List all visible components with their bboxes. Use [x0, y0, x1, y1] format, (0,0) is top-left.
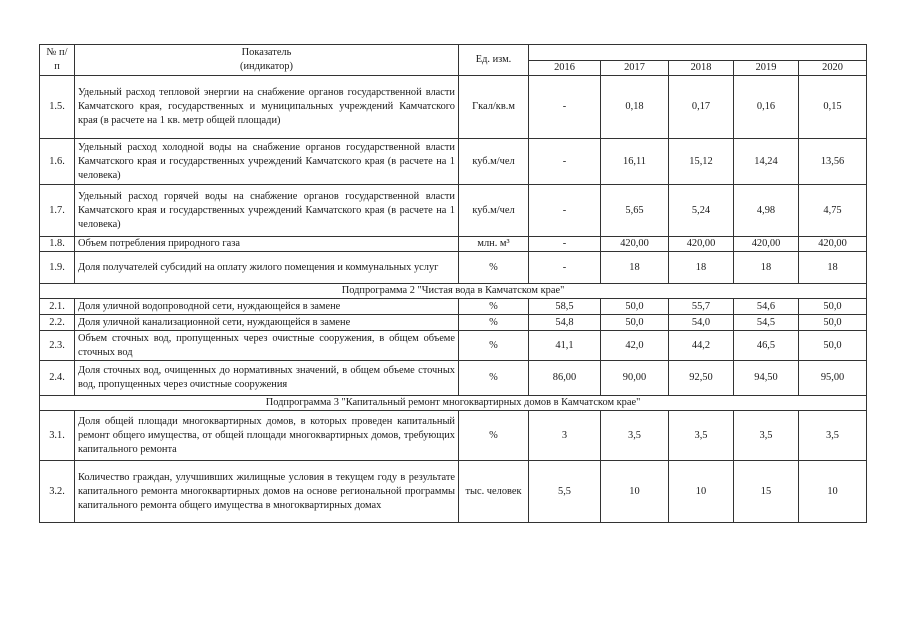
value-cell: 0,17: [669, 76, 734, 139]
row-number: 1.6.: [40, 139, 75, 185]
value-cell: 16,11: [601, 139, 669, 185]
table-row: [40, 315, 867, 331]
indicator-text: Удельный расход холодной воды на снабжение органов государственной власти Камчатского края и государственных учреждений Камчатского края (в расчете на 1 человека): [75, 139, 459, 185]
subprogram-2-title: Подпрограмма 2 "Чистая вода в Камчатском крае": [40, 284, 867, 299]
header-num-label: № п/п: [46, 47, 68, 72]
subprogram-3-title: Подпрограмма 3 "Капитальный ремонт многоквартирных домов в Камчатском крае": [40, 396, 867, 411]
table-row: [40, 361, 867, 396]
table-row: [40, 76, 867, 139]
value-cell: 10: [669, 461, 734, 523]
value-cell: 13,56: [799, 139, 867, 185]
value-cell: 54,0: [669, 315, 734, 331]
value-cell: 15,12: [669, 139, 734, 185]
indicator-text: Доля получателей субсидий на оплату жилого помещения и коммунальных услуг: [75, 252, 459, 284]
indicator-text: Объем потребления природного газа: [75, 237, 459, 252]
year-cell: 2019: [734, 61, 799, 76]
value-cell: 86,00: [529, 361, 601, 396]
value-cell: 10: [601, 461, 669, 523]
row-number: 3.1.: [40, 411, 75, 461]
value-cell: 50,0: [601, 315, 669, 331]
value-cell: -: [529, 252, 601, 284]
table-row: [40, 299, 867, 315]
value-cell: -: [529, 76, 601, 139]
value-cell: 4,75: [799, 185, 867, 237]
unit-cell: %: [459, 331, 529, 361]
year-cell: 2017: [601, 61, 669, 76]
value-cell: 420,00: [734, 237, 799, 252]
value-cell: 50,0: [601, 299, 669, 315]
indicator-text: Объем сточных вод, пропущенных через очистные сооружения, в общем объеме сточных вод: [75, 331, 459, 361]
value-cell: 0,18: [601, 76, 669, 139]
row-number: 3.2.: [40, 461, 75, 523]
unit-cell: млн. м³: [459, 237, 529, 252]
unit-cell: %: [459, 361, 529, 396]
unit-cell: %: [459, 315, 529, 331]
value-cell: 18: [669, 252, 734, 284]
row-number: 2.2.: [40, 315, 75, 331]
value-cell: 44,2: [669, 331, 734, 361]
value-cell: 18: [734, 252, 799, 284]
unit-cell: Гкал/кв.м: [459, 76, 529, 139]
header-indicator: [75, 45, 459, 76]
value-cell: 50,0: [799, 299, 867, 315]
subprogram-row: [40, 284, 867, 299]
indicator-table: [39, 44, 867, 523]
row-number: 1.8.: [40, 237, 75, 252]
value-cell: 42,0: [601, 331, 669, 361]
row-number: 2.1.: [40, 299, 75, 315]
value-cell: 54,6: [734, 299, 799, 315]
unit-cell: куб.м/чел: [459, 185, 529, 237]
value-cell: 18: [601, 252, 669, 284]
year-cell: 2020: [799, 61, 867, 76]
year-cell: 2018: [669, 61, 734, 76]
table-row: [40, 252, 867, 284]
value-cell: 92,50: [669, 361, 734, 396]
unit-cell: %: [459, 299, 529, 315]
value-cell: 5,24: [669, 185, 734, 237]
row-number: 2.4.: [40, 361, 75, 396]
value-cell: 420,00: [601, 237, 669, 252]
value-cell: 5,5: [529, 461, 601, 523]
row-number: 1.5.: [40, 76, 75, 139]
value-cell: 18: [799, 252, 867, 284]
value-cell: 55,7: [669, 299, 734, 315]
value-cell: 54,5: [734, 315, 799, 331]
unit-cell: тыс. человек: [459, 461, 529, 523]
indicator-text: Доля уличной водопроводной сети, нуждающейся в замене: [75, 299, 459, 315]
value-cell: 50,0: [799, 331, 867, 361]
value-cell: 3,5: [601, 411, 669, 461]
value-cell: 94,50: [734, 361, 799, 396]
value-cell: -: [529, 185, 601, 237]
value-cell: 90,00: [601, 361, 669, 396]
table-row: [40, 331, 867, 361]
value-cell: 95,00: [799, 361, 867, 396]
header-num: [40, 45, 75, 76]
value-cell: 420,00: [669, 237, 734, 252]
value-cell: 3,5: [799, 411, 867, 461]
value-cell: 3,5: [669, 411, 734, 461]
table-row: [40, 185, 867, 237]
table-row: [40, 411, 867, 461]
year-cell: 2016: [529, 61, 601, 76]
indicator-text: Количество граждан, улучшивших жилищные условия в текущем году в результате капитального ремонта многоквартирных домов на основе региональной программы капитального ремонта общего имущества в многоквартирных домах: [75, 461, 459, 523]
indicator-text: Доля сточных вод, очищенных до нормативных значений, в общем объеме сточных вод, пропущенных через очистные сооружения: [75, 361, 459, 396]
indicator-text: Удельный расход тепловой энергии на снабжение органов государственной власти Камчатского края, государственных и муниципальных учреждений Камчатского края (в расчете на 1 кв. метр общей площади): [75, 76, 459, 139]
value-cell: 15: [734, 461, 799, 523]
table-row: [40, 461, 867, 523]
row-number: 1.7.: [40, 185, 75, 237]
value-cell: -: [529, 237, 601, 252]
value-cell: 46,5: [734, 331, 799, 361]
header-row: [40, 45, 867, 61]
unit-cell: %: [459, 252, 529, 284]
value-cell: 5,65: [601, 185, 669, 237]
unit-cell: %: [459, 411, 529, 461]
value-cell: -: [529, 139, 601, 185]
value-cell: 4,98: [734, 185, 799, 237]
value-cell: 41,1: [529, 331, 601, 361]
header-indicator-line1: Показатель: [241, 47, 292, 58]
subprogram-row: [40, 396, 867, 411]
value-cell: 50,0: [799, 315, 867, 331]
value-cell: 3: [529, 411, 601, 461]
row-number: 1.9.: [40, 252, 75, 284]
value-cell: 58,5: [529, 299, 601, 315]
value-cell: 14,24: [734, 139, 799, 185]
table-row: [40, 237, 867, 252]
unit-cell: куб.м/чел: [459, 139, 529, 185]
value-cell: 54,8: [529, 315, 601, 331]
indicator-text: Доля уличной канализационной сети, нуждающейся в замене: [75, 315, 459, 331]
value-cell: 420,00: [799, 237, 867, 252]
header-indicator-line2: (индикатор): [240, 61, 293, 72]
row-number: 2.3.: [40, 331, 75, 361]
value-cell: 3,5: [734, 411, 799, 461]
value-cell: 0,16: [734, 76, 799, 139]
header-years-blank: [529, 45, 867, 61]
value-cell: 10: [799, 461, 867, 523]
indicator-text: Удельный расход горячей воды на снабжение органов государственной власти Камчатского края и государственных учреждений Камчатского края (в расчете на 1 человека): [75, 185, 459, 237]
header-unit: Ед. изм.: [459, 45, 529, 76]
table-row: [40, 139, 867, 185]
indicator-text: Доля общей площади многоквартирных домов, в которых проведен капитальный ремонт общего имущества, от общей площади многоквартирных домов, требующих капитального ремонта: [75, 411, 459, 461]
value-cell: 0,15: [799, 76, 867, 139]
